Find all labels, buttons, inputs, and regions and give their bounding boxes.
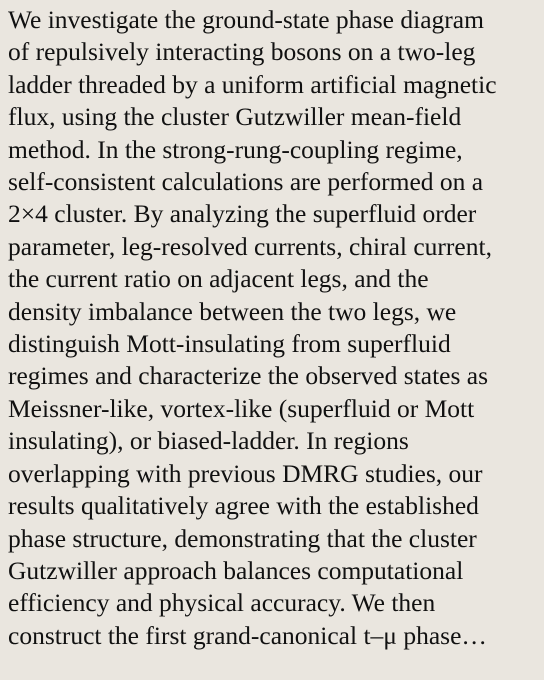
abstract-line: We investigate the ground-state phase diagram xyxy=(8,5,484,34)
abstract-line: of repulsively interacting bosons on a two-leg xyxy=(8,37,476,67)
abstract-line: efficiency and physical accuracy. We then xyxy=(8,588,436,618)
abstract-line: distinguish Mott-insulating from superfluid xyxy=(8,329,451,359)
abstract-line: Meissner-like, vortex-like (superfluid or Mott xyxy=(8,393,475,423)
abstract-line: construct the first grand-canonical t–μ phase… xyxy=(8,620,487,650)
abstract-line: method. In the strong-rung-coupling regime, xyxy=(8,134,463,164)
abstract-line: parameter, leg-resolved currents, chiral current, xyxy=(8,231,492,261)
abstract-line: overlapping with previous DMRG studies, our xyxy=(8,458,483,488)
abstract-line: insulating), or biased-ladder. In regions xyxy=(8,426,409,456)
abstract-line: self-consistent calculations are performed on a xyxy=(8,167,484,197)
abstract-line: phase structure, demonstrating that the cluster xyxy=(8,523,477,553)
abstract-line: Gutzwiller approach balances computational xyxy=(8,555,464,585)
abstract-line: density imbalance between the two legs, we xyxy=(8,296,457,326)
abstract-line: regimes and characterize the observed states as xyxy=(8,361,489,391)
abstract-line: results qualitatively agree with the established xyxy=(8,491,479,521)
abstract-line: ladder threaded by a uniform artificial magnetic xyxy=(8,69,497,99)
abstract-line: the current ratio on adjacent legs, and the xyxy=(8,264,429,294)
abstract-line: 2×4 cluster. By analyzing the superfluid order xyxy=(8,199,477,229)
abstract-line: flux, using the cluster Gutzwiller mean-field xyxy=(8,102,462,132)
